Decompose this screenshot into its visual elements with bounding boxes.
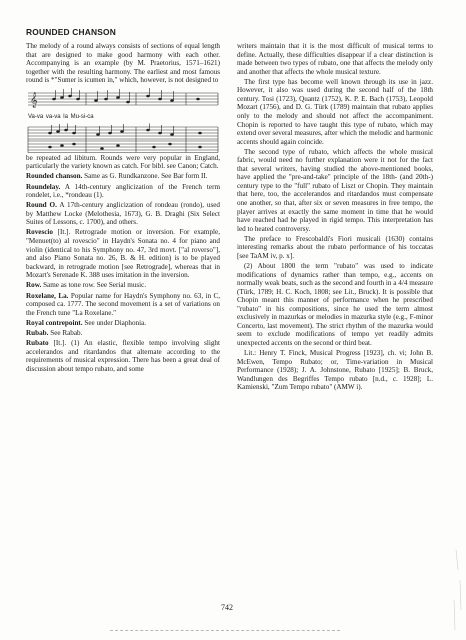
entry-rubato <box>26 339 220 373</box>
right-column <box>237 42 433 393</box>
music-example-staff-2 <box>26 123 220 153</box>
rubato-paragraph-4: The preface to Frescobaldi's Fiori musicali (1630) contains interesting remarks about the rubato performance of his toccatas [see TaAM iv, p. x]. <box>237 234 433 260</box>
entry-term: Rounded chanson. <box>26 172 83 181</box>
music-example-lyrics: Va-va va-va la Mu-si-ca <box>28 113 94 120</box>
entry-term: Round O. <box>26 201 57 210</box>
entry-text: See under Diaphonia. <box>82 318 147 327</box>
page-number: 742 <box>221 603 233 612</box>
entry-roundelay <box>26 183 220 200</box>
entry-term: Rubato <box>26 339 49 348</box>
entry-text: [It.]. (1) An elastic, flexible tempo involving slight accelerandos and ritardandos that alternate according to the requirements of musical expression. There has been a great deal of discussion about tempo rubato, and some <box>26 339 220 373</box>
rubato-paragraph-1: writers maintain that it is the most difficult of musical terms to define. Actually, these difficulties disappear if a clear distinction is made between two types of rubato, one that affects the melody only and another that affects the whole musical texture. <box>237 42 433 76</box>
entry-text: See Rabab. <box>48 328 83 337</box>
entry-term: Royal contrepoint. <box>26 318 83 327</box>
rubato-paragraph-3: The second type of rubato, which affects the whole musical fabric, would need no further explanation were it not for the fact that several writers, having studied the above-mentioned books, have applied the "pre-and-take" principle of the 18th- (and 20th-) century type to the "full" rubato of Liszt or Chopin. They maintain that here, too, the accelerandos and ritardandos must compensate one another, so that, after six or seven measures in free tempo, the player arrives at exactly the same moment in time that he would have reached had he played in rigid tempo. This interpretation has led to heated controversy. <box>237 147 433 233</box>
rubato-paragraph-5: (2) About 1800 the term "rubato" was used to indicate modifications of dynamics rather than tempo, e.g., accents on normally weak beats, such as the second and fourth in a 4/4 measure (Türk, 1789; H. C. Koch, 1808; see Lit., Bruck). It is possible that Chopin meant this manner of performance when he prescribed "rubato" in his compositions, since he used the term almost exclusively in mazurkas or melodies in mazurka style (e.g., F-minor Concerto, last movement). The strict rhythm of the mazurka would seem to exclude modifications of tempo yet readily admits unexpected accents on the second or third beat. <box>237 262 433 347</box>
entry-term: Rubab. <box>26 328 49 337</box>
entry-term: Rovescio <box>26 228 53 237</box>
entry-term: Roxelane, La. <box>26 291 69 300</box>
entry-royal-contrepoint <box>26 319 220 328</box>
entry-text: Same as G. Rundkanzone. See Bar form II. <box>82 172 208 181</box>
rubato-literature: Lit.: Henry T. Finck, Musical Progress [1923], ch. vi; John B. McEwen, Tempo Rubato; or, Time-variation in Musical Performance (1928); J. A. Johnstone, Rubato [1925]; B. Bruck, Wandlungen des Begriffes Tempo rubato [n.d., c. 1928]; L. Kamienski, "Zum Tempo rubato" (AMW i). <box>237 349 433 392</box>
entry-text: Popular name for Haydn's Symphony no. 63, in C, composed ca. 1777. The second movement is a set of variations on the French tune "La Roxelane." <box>26 291 220 317</box>
rubato-paragraph-2: The first type has become well known through its use in jazz. However, it also was used during the second half of the 18th century. Tosi (1723), Quantz (1752), K. P. E. Bach (1753), Leopold Mozart (1756), and D. G. Türk (1789) maintain that rubato applies only to the melody and should not affect the accompaniment. Chopin is reported to have taught this type of rubato, which may extend over several measures, after which the melodic and harmonic accents should again coincide. <box>237 77 433 146</box>
entry-text: A 14th-century anglicization of the French term rondelet, i.e., *rondeau (1). <box>26 182 220 200</box>
entry-rounded-chanson <box>26 172 220 181</box>
round-paragraph: The melody of a round always consists of sections of equal length that are designed to make good harmony with each other. Accompanying is an example (by M. Praetorius, 1571–1621) together with the resulting harmony. The earliest and most famous round is *"Sumer is icumen in," which, however, is not designed to <box>26 42 220 85</box>
entry-roxelane <box>26 292 220 318</box>
entry-row <box>26 281 220 290</box>
left-column <box>26 42 220 375</box>
page-edge-shadow <box>436 540 466 640</box>
running-header: ROUNDED CHANSON <box>26 27 117 37</box>
entry-text: [It.]. Retrograde motion or inversion. For example, "Menuet(to) al rovescio" in Haydn's Sonata no. 4 for piano and violin (identical to his Symphony no. 47, 3rd movt. ["al roverso"], and also Piano Sonata no. 26, B. & H. edition) is to be played backward, in retrograde motion [see Retrograde], whereas that in Mozart's Serenade K. 388 uses imitation in the inversion. <box>26 228 220 280</box>
entry-rovescio <box>26 228 220 279</box>
entry-term: Row. <box>26 281 42 290</box>
round-paragraph-cont: be repeated ad libitum. Rounds were very popular in England, particularly the variety known as catch. For bibl. see Canon; Catch. <box>26 153 220 171</box>
entry-round-o <box>26 201 220 227</box>
entry-rubab <box>26 329 220 338</box>
entry-text: A 17th-century anglicization of rondeau (rondo), used by Matthew Locke (Melothesia, 1673), G. B. Draghi (Six Select Suites of Lessons, c. 1700), and others. <box>26 201 221 227</box>
scan-artifact-line <box>110 630 340 631</box>
entry-text: Same as tone row. See Serial music. <box>41 281 147 290</box>
svg-text:𝄞: 𝄞 <box>30 92 38 108</box>
entry-term: Roundelay. <box>26 182 61 191</box>
music-example-staff-1 <box>26 87 220 113</box>
